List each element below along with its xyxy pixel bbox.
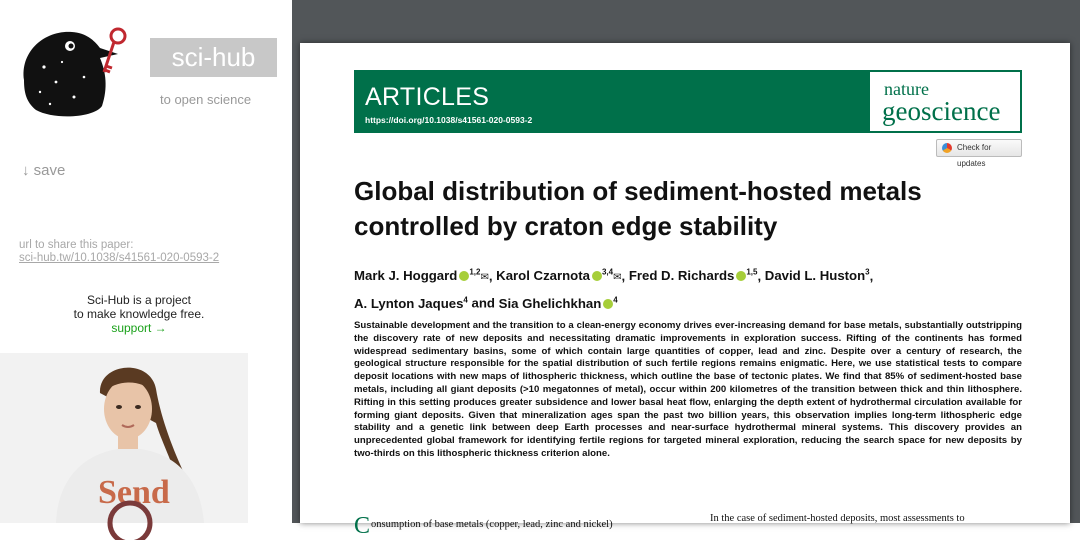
save-button[interactable]: ↓ save (22, 162, 66, 179)
envelope-icon[interactable]: ✉ (480, 272, 489, 284)
crossmark-icon (942, 143, 952, 153)
author-name: Mark J. Hoggard (354, 268, 458, 284)
author-name: Sia Ghelichkhan (498, 295, 602, 311)
share-url-link[interactable]: sci-hub.tw/10.1038/s41561-020-0593-2 (19, 252, 220, 264)
about-text (0, 293, 278, 335)
author[interactable] (765, 268, 870, 283)
author-affiliation: 4 (463, 295, 468, 305)
pdf-page (300, 43, 1070, 539)
sci-hub-raven-logo[interactable] (14, 22, 134, 122)
author-separator: , (488, 268, 497, 284)
author-name: Fred D. Richards (628, 268, 735, 284)
check-for-updates-label: Check for updates (957, 143, 992, 168)
author-name: David L. Huston (764, 268, 866, 284)
check-for-updates-button[interactable] (936, 139, 1022, 168)
author[interactable] (354, 296, 468, 311)
author[interactable] (496, 268, 621, 283)
author[interactable] (354, 268, 489, 283)
article-title: Global distribution of sediment-hosted metals controlled by craton edge stability (354, 176, 922, 241)
author[interactable] (499, 296, 618, 311)
author-separator: , (869, 268, 874, 284)
author-name: A. Lynton Jaques (354, 295, 464, 311)
journal-name-line-2: geoscience (882, 96, 1001, 126)
author-separator: , (621, 268, 629, 284)
about-line-2: to make knowledge free. (73, 307, 205, 321)
author-affiliation: 1,5 (746, 268, 758, 277)
author-affiliation: 4 (613, 295, 618, 305)
envelope-icon[interactable]: ✉ (613, 272, 622, 284)
about-line-1: Sci-Hub is a project (86, 293, 192, 307)
author-separator: , (757, 268, 765, 284)
abstract: Sustainable development and the transition to a clean-energy economy drives ever-increasing demand for base metals, substantially outstripping the discovery rate of new deposits and necessitating dramatic improvements in exploration success. Rifting of the continents has formed widespread sedimentary basins, some of which contain large quantities of copper, lead and zinc. Despite over a century of research, the geological structure responsible for the spatial distribution of such fertile regions remains enigmatic. Here, we use statistical tests to compare deposit locations with new maps of lithospheric thickness, which outline the base of tectonic plates. We find that 85% of sediment-hosted base metals, including all giant deposits (>10 megatonnes of metal), occur within 200 kilometres of the transition between thick and thin lithosphere. Rifting in this setting produces greater subsidence and lower basal heat flow, enlarging the depth extent of hydrothermal circulation available for forming giant deposits. Given that mineralization ages span the past two billion years, this observation implies long-term lithospheric edge stability and a genetic link between deep Earth processes and near-surface hydrothermal mineral systems. This discovery provides an unprecedented global framework for identifying fertile regions for targeted mineral exploration, reducing the search space for new deposits by two-thirds on this lithospheric thickness criterion alone. (354, 320, 1022, 459)
tagline: to open science (160, 92, 252, 107)
pdf-viewer[interactable] (292, 0, 1080, 539)
orcid-icon[interactable] (736, 271, 746, 281)
body-column-2: In the case of sediment-hosted deposits, most assessments to (710, 513, 965, 524)
sidebar (0, 0, 292, 523)
author[interactable] (629, 268, 758, 283)
section-label: ARTICLES (365, 83, 490, 111)
body-text-1: onsumption of base metals (copper, lead, zinc and nickel) (371, 519, 613, 530)
author-affiliation: 3,4 (601, 268, 614, 277)
share-url-label: url to share this paper: (19, 239, 134, 251)
drop-cap: C (354, 513, 371, 539)
author-separator: and (467, 295, 499, 311)
journal-name-line-1: nature (884, 79, 929, 99)
author-affiliation: 1,2 (469, 268, 481, 277)
founder-photo (0, 353, 248, 523)
author-name: Karol Czarnota (496, 268, 590, 284)
article-banner (354, 70, 1022, 133)
orcid-icon[interactable] (592, 271, 602, 281)
sci-hub-brand[interactable]: sci-hub (150, 38, 277, 77)
orcid-icon[interactable] (459, 271, 469, 281)
journal-logo (870, 72, 1020, 131)
support-link[interactable]: support → (111, 321, 167, 335)
shirt-print: Send (98, 474, 170, 511)
orcid-icon[interactable] (603, 299, 613, 309)
author-affiliation: 3 (865, 268, 870, 277)
author-list (354, 262, 1004, 315)
doi-link[interactable]: https://doi.org/10.1038/s41561-020-0593-2 (365, 115, 533, 125)
body-column-1 (354, 513, 684, 540)
